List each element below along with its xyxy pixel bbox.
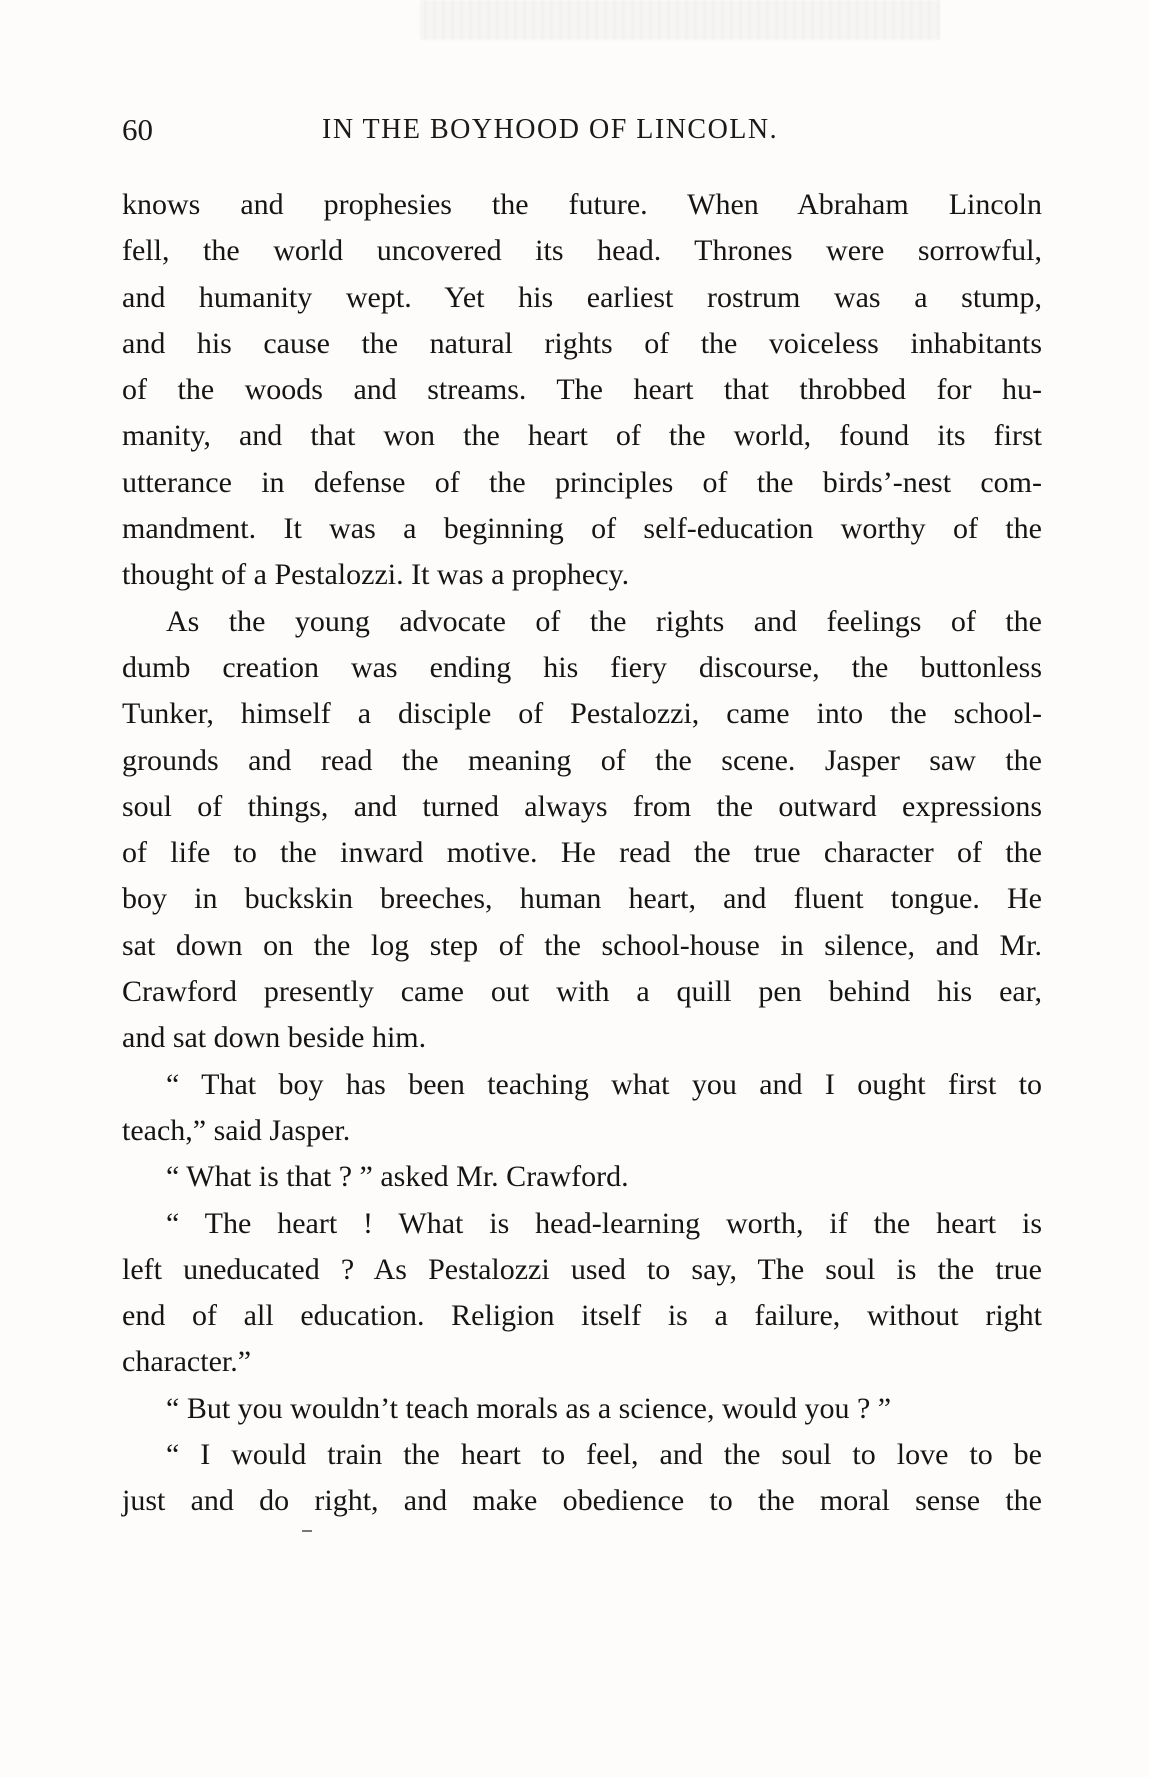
text-line: dumb creation was ending his fiery discourse, the buttonless xyxy=(122,650,1042,684)
text-line: “ What is that ? ” asked Mr. Crawford. xyxy=(166,1160,629,1194)
running-head xyxy=(122,112,1042,152)
text-line: boy in buckskin breeches, human heart, and fluent tongue. He xyxy=(122,882,1042,916)
text-line: knows and prophesies the future. When Abraham Lincoln xyxy=(122,188,1042,221)
text-line: and his cause the natural rights of the voiceless inhabitants xyxy=(122,326,1042,360)
text-line: thought of a Pestalozzi. It was a prophecy. xyxy=(122,558,630,592)
text-line: “ The heart ! What is head-learning worth, if the heart is xyxy=(166,1206,1042,1240)
text-line: “ That boy has been teaching what you and I ought first to xyxy=(166,1067,1042,1101)
text-line: Tunker, himself a disciple of Pestalozzi, came into the school- xyxy=(122,697,1042,731)
text-line: As the young advocate of the rights and feelings of the xyxy=(166,604,1042,638)
scan-speck xyxy=(302,1530,312,1532)
text-line: mandment. It was a beginning of self-education worthy of the xyxy=(122,512,1042,546)
text-line: sat down on the log step of the school-house in silence, and Mr. xyxy=(122,928,1042,962)
text-line: Crawford presently came out with a quill pen behind his ear, xyxy=(122,975,1042,1009)
text-line: fell, the world uncovered its head. Thrones were sorrowful, xyxy=(122,234,1042,268)
text-line: end of all education. Religion itself is a failure, without right xyxy=(122,1299,1042,1333)
text-line: and humanity wept. Yet his earliest rostrum was a stump, xyxy=(122,280,1042,314)
text-line: character.” xyxy=(122,1345,252,1379)
scan-artifact xyxy=(420,0,940,40)
text-line: manity, and that won the heart of the world, found its first xyxy=(122,419,1042,453)
text-line: just and do right, and make obedience to the moral sense the xyxy=(122,1484,1042,1518)
text-line: of life to the inward motive. He read the true character of the xyxy=(122,836,1042,870)
page-number: 60 xyxy=(122,112,153,147)
text-line: teach,” said Jasper. xyxy=(122,1113,351,1147)
text-line: and sat down beside him. xyxy=(122,1021,427,1055)
running-title: IN THE BOYHOOD OF LINCOLN. xyxy=(322,114,779,145)
text-line: soul of things, and turned always from the outward expressions xyxy=(122,789,1042,823)
body-text xyxy=(122,182,1042,1525)
text-line: utterance in defense of the principles of the birds’-nest com- xyxy=(122,465,1042,499)
text-line: “ I would train the heart to feel, and the soul to love to be xyxy=(166,1438,1042,1472)
text-line: of the woods and streams. The heart that throbbed for hu- xyxy=(122,373,1042,407)
text-line: grounds and read the meaning of the scene. Jasper saw the xyxy=(122,743,1042,777)
text-line: left uneducated ? As Pestalozzi used to say, The soul is the true xyxy=(122,1252,1042,1286)
text-line: “ But you wouldn’t teach morals as a science, would you ? ” xyxy=(166,1391,892,1425)
